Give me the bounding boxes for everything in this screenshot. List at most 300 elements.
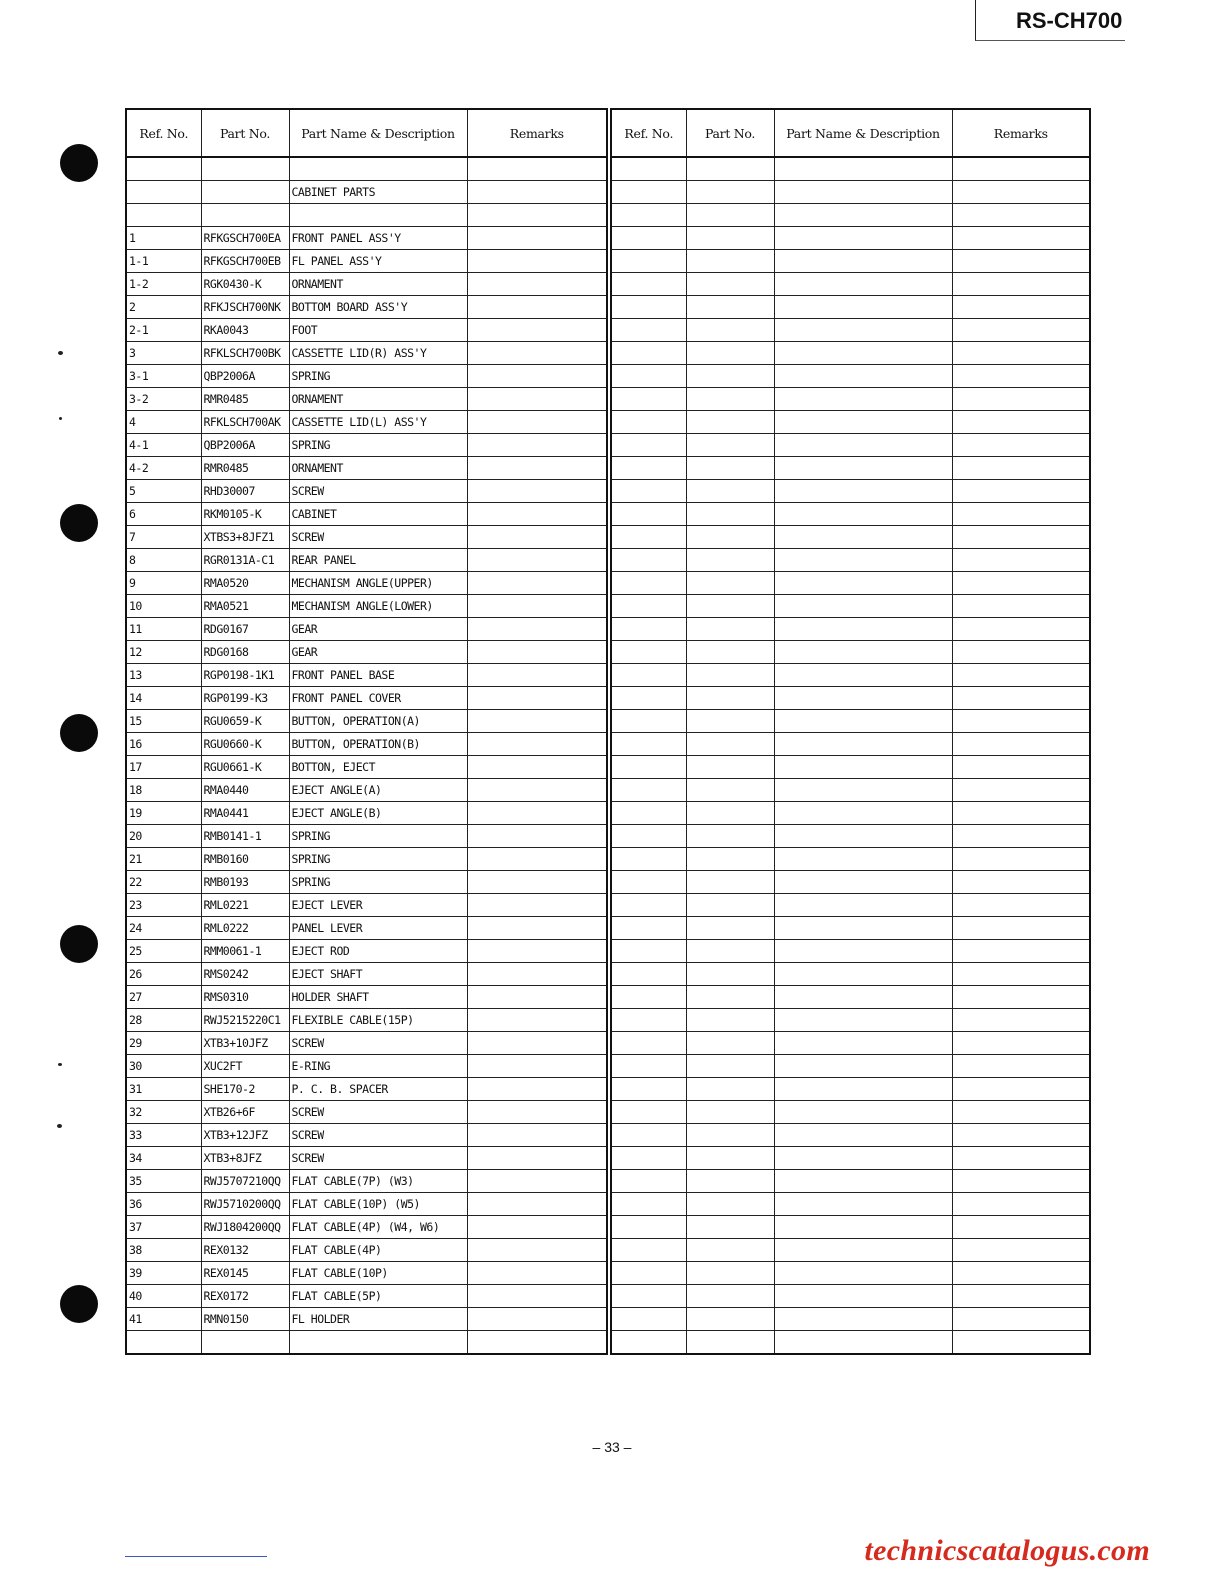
ref-no-cell: 22 bbox=[126, 871, 201, 894]
part-no-cell: RMN0150 bbox=[201, 1308, 289, 1331]
part-no-cell bbox=[686, 641, 774, 664]
ref-no-cell: 26 bbox=[126, 963, 201, 986]
table-row bbox=[126, 963, 607, 986]
part-no-cell: RMB0193 bbox=[201, 871, 289, 894]
remarks-cell bbox=[952, 802, 1090, 825]
table-row bbox=[126, 733, 607, 756]
col-header-description: Part Name & Description bbox=[289, 109, 467, 157]
part-no-cell: RGP0199-K3 bbox=[201, 687, 289, 710]
part-no-cell bbox=[686, 1262, 774, 1285]
ref-no-cell bbox=[611, 342, 686, 365]
ref-no-cell: 34 bbox=[126, 1147, 201, 1170]
ref-no-cell bbox=[611, 181, 686, 204]
remarks-cell bbox=[467, 733, 607, 756]
description-cell: CABINET PARTS bbox=[289, 181, 467, 204]
watermark: technicscatalogus.com bbox=[864, 1534, 1150, 1567]
part-no-cell: RFKJSCH700NK bbox=[201, 296, 289, 319]
ref-no-cell bbox=[611, 848, 686, 871]
table-row bbox=[611, 157, 1090, 181]
part-no-cell bbox=[686, 1170, 774, 1193]
table-row bbox=[126, 319, 607, 342]
ref-no-cell bbox=[611, 1009, 686, 1032]
table-row bbox=[126, 1170, 607, 1193]
part-no-cell bbox=[686, 434, 774, 457]
ref-no-cell bbox=[611, 1032, 686, 1055]
part-no-cell: QBP2006A bbox=[201, 365, 289, 388]
description-cell: FLAT CABLE(4P) (W4, W6) bbox=[289, 1216, 467, 1239]
description-cell bbox=[774, 1239, 952, 1262]
ref-no-cell bbox=[611, 1193, 686, 1216]
part-no-cell: RGR0131A-C1 bbox=[201, 549, 289, 572]
ref-no-cell: 10 bbox=[126, 595, 201, 618]
table-row bbox=[611, 917, 1090, 940]
part-no-cell: RFKLSCH700AK bbox=[201, 411, 289, 434]
part-no-cell bbox=[686, 940, 774, 963]
table-row bbox=[126, 1055, 607, 1078]
part-no-cell bbox=[686, 1078, 774, 1101]
part-no-cell: XUC2FT bbox=[201, 1055, 289, 1078]
part-no-cell bbox=[686, 250, 774, 273]
ref-no-cell bbox=[611, 1262, 686, 1285]
table-row bbox=[126, 1308, 607, 1331]
ref-no-cell bbox=[611, 1170, 686, 1193]
remarks-cell bbox=[952, 1078, 1090, 1101]
part-no-cell: RMA0520 bbox=[201, 572, 289, 595]
ref-no-cell bbox=[611, 204, 686, 227]
part-no-cell bbox=[686, 1239, 774, 1262]
ref-no-cell: 4-1 bbox=[126, 434, 201, 457]
table-row bbox=[126, 250, 607, 273]
description-cell: BUTTON, OPERATION(B) bbox=[289, 733, 467, 756]
part-no-cell bbox=[686, 986, 774, 1009]
table-row bbox=[126, 1331, 607, 1355]
table-row bbox=[611, 1308, 1090, 1331]
ref-no-cell: 6 bbox=[126, 503, 201, 526]
col-header-remarks: Remarks bbox=[467, 109, 607, 157]
part-no-cell: QBP2006A bbox=[201, 434, 289, 457]
part-no-cell bbox=[686, 1216, 774, 1239]
col-header-ref-no: Ref. No. bbox=[126, 109, 201, 157]
part-no-cell bbox=[686, 296, 774, 319]
remarks-cell bbox=[467, 1124, 607, 1147]
remarks-cell bbox=[952, 687, 1090, 710]
table-row bbox=[611, 1078, 1090, 1101]
part-no-cell bbox=[686, 756, 774, 779]
part-no-cell: RMR0485 bbox=[201, 457, 289, 480]
table-row bbox=[611, 1285, 1090, 1308]
part-no-cell bbox=[686, 618, 774, 641]
table-row bbox=[611, 181, 1090, 204]
ref-no-cell: 11 bbox=[126, 618, 201, 641]
table-row bbox=[126, 1193, 607, 1216]
ref-no-cell bbox=[611, 1331, 686, 1355]
remarks-cell bbox=[467, 1101, 607, 1124]
remarks-cell bbox=[467, 1078, 607, 1101]
parts-table-right-body bbox=[611, 157, 1090, 1354]
ref-no-cell bbox=[611, 1285, 686, 1308]
table-row bbox=[611, 779, 1090, 802]
part-no-cell bbox=[686, 848, 774, 871]
table-row bbox=[611, 1124, 1090, 1147]
table-row bbox=[126, 526, 607, 549]
description-cell: SCREW bbox=[289, 526, 467, 549]
description-cell: SPRING bbox=[289, 871, 467, 894]
part-no-cell bbox=[686, 457, 774, 480]
part-no-cell bbox=[686, 503, 774, 526]
part-no-cell bbox=[686, 365, 774, 388]
description-cell: EJECT ROD bbox=[289, 940, 467, 963]
part-no-cell bbox=[686, 572, 774, 595]
part-no-cell bbox=[686, 1331, 774, 1355]
remarks-cell bbox=[467, 687, 607, 710]
part-no-cell: RML0222 bbox=[201, 917, 289, 940]
remarks-cell bbox=[467, 940, 607, 963]
part-no-cell bbox=[686, 388, 774, 411]
table-row bbox=[126, 825, 607, 848]
description-cell bbox=[774, 157, 952, 181]
model-title: RS-CH700 bbox=[1016, 8, 1123, 33]
remarks-cell bbox=[952, 480, 1090, 503]
table-row bbox=[611, 1009, 1090, 1032]
remarks-cell bbox=[467, 365, 607, 388]
description-cell: FLAT CABLE(10P) (W5) bbox=[289, 1193, 467, 1216]
remarks-cell bbox=[467, 1055, 607, 1078]
ref-no-cell: 19 bbox=[126, 802, 201, 825]
description-cell: BOTTOM BOARD ASS'Y bbox=[289, 296, 467, 319]
parts-table-left bbox=[125, 108, 608, 1355]
part-no-cell: XTBS3+8JFZ1 bbox=[201, 526, 289, 549]
description-cell bbox=[774, 710, 952, 733]
table-row bbox=[611, 411, 1090, 434]
table-row bbox=[126, 1147, 607, 1170]
ref-no-cell: 1-1 bbox=[126, 250, 201, 273]
description-cell: SCREW bbox=[289, 1101, 467, 1124]
part-no-cell bbox=[686, 802, 774, 825]
table-row bbox=[611, 618, 1090, 641]
binder-hole-1 bbox=[60, 144, 98, 182]
description-cell bbox=[774, 618, 952, 641]
table-row bbox=[611, 871, 1090, 894]
part-no-cell bbox=[686, 319, 774, 342]
table-row bbox=[126, 1239, 607, 1262]
parts-table-left-body bbox=[126, 157, 607, 1354]
table-row bbox=[611, 1170, 1090, 1193]
table-row bbox=[126, 641, 607, 664]
ref-no-cell: 8 bbox=[126, 549, 201, 572]
table-row bbox=[126, 411, 607, 434]
table-row bbox=[611, 227, 1090, 250]
part-no-cell bbox=[686, 871, 774, 894]
description-cell bbox=[774, 894, 952, 917]
remarks-cell bbox=[952, 1216, 1090, 1239]
ref-no-cell: 20 bbox=[126, 825, 201, 848]
part-no-cell bbox=[201, 204, 289, 227]
table-row bbox=[126, 595, 607, 618]
description-cell bbox=[774, 342, 952, 365]
part-no-cell: RGU0661-K bbox=[201, 756, 289, 779]
part-no-cell: REX0172 bbox=[201, 1285, 289, 1308]
remarks-cell bbox=[467, 756, 607, 779]
part-no-cell bbox=[686, 342, 774, 365]
remarks-cell bbox=[467, 1331, 607, 1355]
description-cell: SPRING bbox=[289, 825, 467, 848]
remarks-cell bbox=[952, 917, 1090, 940]
part-no-cell: RFKLSCH700BK bbox=[201, 342, 289, 365]
ref-no-cell bbox=[611, 779, 686, 802]
remarks-cell bbox=[467, 1170, 607, 1193]
remarks-cell bbox=[952, 1124, 1090, 1147]
remarks-cell bbox=[952, 503, 1090, 526]
table-row bbox=[126, 1009, 607, 1032]
remarks-cell bbox=[952, 825, 1090, 848]
ref-no-cell: 41 bbox=[126, 1308, 201, 1331]
part-no-cell: XTB3+8JFZ bbox=[201, 1147, 289, 1170]
table-row bbox=[126, 940, 607, 963]
ref-no-cell: 2 bbox=[126, 296, 201, 319]
part-no-cell bbox=[686, 157, 774, 181]
ref-no-cell: 40 bbox=[126, 1285, 201, 1308]
description-cell bbox=[774, 434, 952, 457]
table-row bbox=[611, 342, 1090, 365]
part-no-cell: REX0132 bbox=[201, 1239, 289, 1262]
ref-no-cell bbox=[611, 1055, 686, 1078]
col-header-ref-no: Ref. No. bbox=[611, 109, 686, 157]
ref-no-cell bbox=[611, 963, 686, 986]
remarks-cell bbox=[952, 1009, 1090, 1032]
description-cell bbox=[774, 1009, 952, 1032]
part-no-cell bbox=[686, 549, 774, 572]
table-row bbox=[611, 1331, 1090, 1355]
ref-no-cell bbox=[611, 480, 686, 503]
remarks-cell bbox=[952, 940, 1090, 963]
ref-no-cell: 38 bbox=[126, 1239, 201, 1262]
part-no-cell bbox=[686, 894, 774, 917]
part-no-cell bbox=[686, 1055, 774, 1078]
table-row bbox=[126, 664, 607, 687]
table-header-row bbox=[611, 109, 1090, 157]
part-no-cell bbox=[686, 733, 774, 756]
ref-no-cell bbox=[611, 1147, 686, 1170]
ref-no-cell bbox=[611, 871, 686, 894]
table-row bbox=[126, 917, 607, 940]
ref-no-cell: 13 bbox=[126, 664, 201, 687]
part-no-cell bbox=[686, 687, 774, 710]
table-row bbox=[611, 664, 1090, 687]
ref-no-cell: 1-2 bbox=[126, 273, 201, 296]
table-row bbox=[126, 871, 607, 894]
description-cell: EJECT LEVER bbox=[289, 894, 467, 917]
description-cell: SPRING bbox=[289, 848, 467, 871]
ref-no-cell bbox=[611, 756, 686, 779]
description-cell bbox=[774, 848, 952, 871]
ref-no-cell bbox=[611, 388, 686, 411]
description-cell bbox=[774, 227, 952, 250]
description-cell bbox=[774, 457, 952, 480]
remarks-cell bbox=[952, 986, 1090, 1009]
col-header-description: Part Name & Description bbox=[774, 109, 952, 157]
ref-no-cell bbox=[611, 250, 686, 273]
table-row bbox=[611, 204, 1090, 227]
ref-no-cell: 12 bbox=[126, 641, 201, 664]
table-row bbox=[126, 986, 607, 1009]
table-row bbox=[126, 1262, 607, 1285]
ref-no-cell bbox=[611, 411, 686, 434]
description-cell: ORNAMENT bbox=[289, 457, 467, 480]
remarks-cell bbox=[952, 296, 1090, 319]
part-no-cell bbox=[201, 181, 289, 204]
description-cell: SCREW bbox=[289, 1124, 467, 1147]
ref-no-cell bbox=[611, 940, 686, 963]
ref-no-cell: 25 bbox=[126, 940, 201, 963]
part-no-cell: RWJ5215220C1 bbox=[201, 1009, 289, 1032]
ref-no-cell bbox=[611, 1216, 686, 1239]
ref-no-cell: 37 bbox=[126, 1216, 201, 1239]
remarks-cell bbox=[952, 1239, 1090, 1262]
description-cell: SPRING bbox=[289, 434, 467, 457]
description-cell bbox=[774, 940, 952, 963]
table-row bbox=[611, 595, 1090, 618]
remarks-cell bbox=[467, 157, 607, 181]
part-no-cell: RWJ5710200QQ bbox=[201, 1193, 289, 1216]
ref-no-cell: 3 bbox=[126, 342, 201, 365]
description-cell bbox=[774, 503, 952, 526]
ref-no-cell bbox=[611, 664, 686, 687]
description-cell bbox=[774, 1101, 952, 1124]
description-cell: GEAR bbox=[289, 641, 467, 664]
table-row bbox=[126, 434, 607, 457]
description-cell bbox=[774, 1331, 952, 1355]
part-no-cell: RKM0105-K bbox=[201, 503, 289, 526]
description-cell: FLEXIBLE CABLE(15P) bbox=[289, 1009, 467, 1032]
ref-no-cell: 7 bbox=[126, 526, 201, 549]
part-no-cell bbox=[686, 227, 774, 250]
remarks-cell bbox=[467, 181, 607, 204]
part-no-cell bbox=[686, 917, 774, 940]
remarks-cell bbox=[467, 664, 607, 687]
binder-hole-3 bbox=[60, 714, 98, 752]
table-row bbox=[126, 549, 607, 572]
remarks-cell bbox=[467, 549, 607, 572]
table-row bbox=[611, 825, 1090, 848]
remarks-cell bbox=[467, 1032, 607, 1055]
description-cell bbox=[774, 365, 952, 388]
description-cell bbox=[289, 157, 467, 181]
description-cell bbox=[774, 1055, 952, 1078]
part-no-cell bbox=[686, 1285, 774, 1308]
remarks-cell bbox=[952, 1147, 1090, 1170]
part-no-cell: XTB26+6F bbox=[201, 1101, 289, 1124]
remarks-cell bbox=[467, 848, 607, 871]
table-row bbox=[126, 1078, 607, 1101]
table-row bbox=[611, 733, 1090, 756]
description-cell bbox=[774, 572, 952, 595]
part-no-cell bbox=[686, 1009, 774, 1032]
ref-no-cell bbox=[611, 526, 686, 549]
ref-no-cell bbox=[611, 894, 686, 917]
description-cell: FRONT PANEL ASS'Y bbox=[289, 227, 467, 250]
part-no-cell bbox=[686, 1124, 774, 1147]
part-no-cell bbox=[686, 273, 774, 296]
ref-no-cell: 15 bbox=[126, 710, 201, 733]
footer-link-line bbox=[125, 1556, 267, 1557]
description-cell bbox=[774, 1078, 952, 1101]
part-no-cell bbox=[201, 157, 289, 181]
ref-no-cell: 1 bbox=[126, 227, 201, 250]
table-row bbox=[611, 296, 1090, 319]
description-cell bbox=[774, 388, 952, 411]
ref-no-cell: 4 bbox=[126, 411, 201, 434]
description-cell bbox=[774, 802, 952, 825]
remarks-cell bbox=[467, 802, 607, 825]
ref-no-cell bbox=[611, 572, 686, 595]
remarks-cell bbox=[952, 1193, 1090, 1216]
part-no-cell bbox=[686, 1147, 774, 1170]
table-row bbox=[126, 779, 607, 802]
table-row bbox=[126, 157, 607, 181]
description-cell: CABINET bbox=[289, 503, 467, 526]
ref-no-cell: 32 bbox=[126, 1101, 201, 1124]
part-no-cell bbox=[686, 963, 774, 986]
description-cell: BOTTON, EJECT bbox=[289, 756, 467, 779]
part-no-cell: RGK0430-K bbox=[201, 273, 289, 296]
remarks-cell bbox=[467, 227, 607, 250]
remarks-cell bbox=[952, 204, 1090, 227]
scan-speck bbox=[59, 417, 62, 420]
description-cell bbox=[774, 871, 952, 894]
part-no-cell: RHD30007 bbox=[201, 480, 289, 503]
ref-no-cell: 3-2 bbox=[126, 388, 201, 411]
remarks-cell bbox=[952, 457, 1090, 480]
remarks-cell bbox=[952, 871, 1090, 894]
ref-no-cell bbox=[126, 181, 201, 204]
remarks-cell bbox=[952, 1262, 1090, 1285]
remarks-cell bbox=[467, 871, 607, 894]
remarks-cell bbox=[467, 296, 607, 319]
ref-no-cell: 29 bbox=[126, 1032, 201, 1055]
table-row bbox=[126, 572, 607, 595]
ref-no-cell bbox=[611, 687, 686, 710]
part-no-cell bbox=[686, 779, 774, 802]
table-row bbox=[126, 1124, 607, 1147]
remarks-cell bbox=[467, 1285, 607, 1308]
remarks-cell bbox=[467, 595, 607, 618]
remarks-cell bbox=[467, 204, 607, 227]
table-row bbox=[611, 480, 1090, 503]
table-row bbox=[611, 273, 1090, 296]
part-no-cell bbox=[686, 595, 774, 618]
remarks-cell bbox=[952, 848, 1090, 871]
table-row bbox=[126, 342, 607, 365]
ref-no-cell: 4-2 bbox=[126, 457, 201, 480]
description-cell bbox=[774, 549, 952, 572]
part-no-cell bbox=[201, 1331, 289, 1355]
remarks-cell bbox=[952, 664, 1090, 687]
binder-hole-5 bbox=[60, 1285, 98, 1323]
description-cell bbox=[774, 250, 952, 273]
part-no-cell bbox=[686, 1032, 774, 1055]
table-row bbox=[126, 480, 607, 503]
description-cell: FOOT bbox=[289, 319, 467, 342]
ref-no-cell bbox=[611, 917, 686, 940]
remarks-cell bbox=[952, 250, 1090, 273]
description-cell: EJECT ANGLE(B) bbox=[289, 802, 467, 825]
part-no-cell: RWJ1804200QQ bbox=[201, 1216, 289, 1239]
table-row bbox=[611, 457, 1090, 480]
table-row bbox=[611, 1147, 1090, 1170]
description-cell bbox=[774, 1032, 952, 1055]
description-cell bbox=[774, 664, 952, 687]
table-row bbox=[611, 549, 1090, 572]
